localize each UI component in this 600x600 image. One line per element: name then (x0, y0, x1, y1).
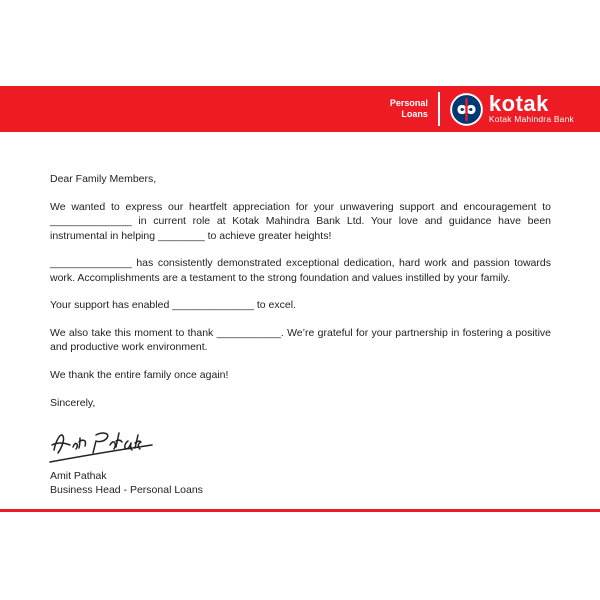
brand-banner (0, 86, 600, 132)
closing: Sincerely, (50, 397, 96, 409)
paragraph-support: Your support has enabled ______________ to excel. (50, 299, 296, 311)
kotak-logo-icon (450, 93, 483, 126)
product-label (390, 98, 428, 120)
brand-tagline: Kotak Mahindra Bank (488, 114, 574, 124)
product-label-line1: Personal (389, 98, 428, 108)
paragraph-thanks: We also take this moment to thank ___________. We’re grateful for your partnership in fostering a positive and productive work environment. (50, 326, 551, 353)
paragraph-appreciation: We wanted to express our heartfelt appreciation for your unwavering support and encouragement to ______________ in current role at Kotak Mahindra Bank Ltd. Your love and guidance have been instrumental in helping ________ to achieve greater heights! (50, 200, 551, 242)
signature-title: Business Head - Personal Loans (50, 483, 203, 496)
paragraph-dedication: ______________ has consistently demonstrated exceptional dedication, hard work and passion towards work. Accomplishments are a testament to the strong foundation and values instilled by your family. (50, 257, 551, 284)
handwritten-signature-icon (46, 424, 178, 468)
banner-divider (438, 92, 440, 126)
letter-body (50, 172, 551, 497)
footer-rule (0, 509, 600, 512)
signature-name: Amit Pathak (50, 469, 107, 482)
brand-text (488, 91, 574, 124)
salutation: Dear Family Members, (50, 173, 157, 185)
kotak-logo (450, 93, 574, 126)
paragraph-family-thanks: We thank the entire family once again! (50, 368, 229, 381)
brand-name: kotak (488, 91, 549, 116)
product-label-line2: Loans (401, 109, 428, 119)
